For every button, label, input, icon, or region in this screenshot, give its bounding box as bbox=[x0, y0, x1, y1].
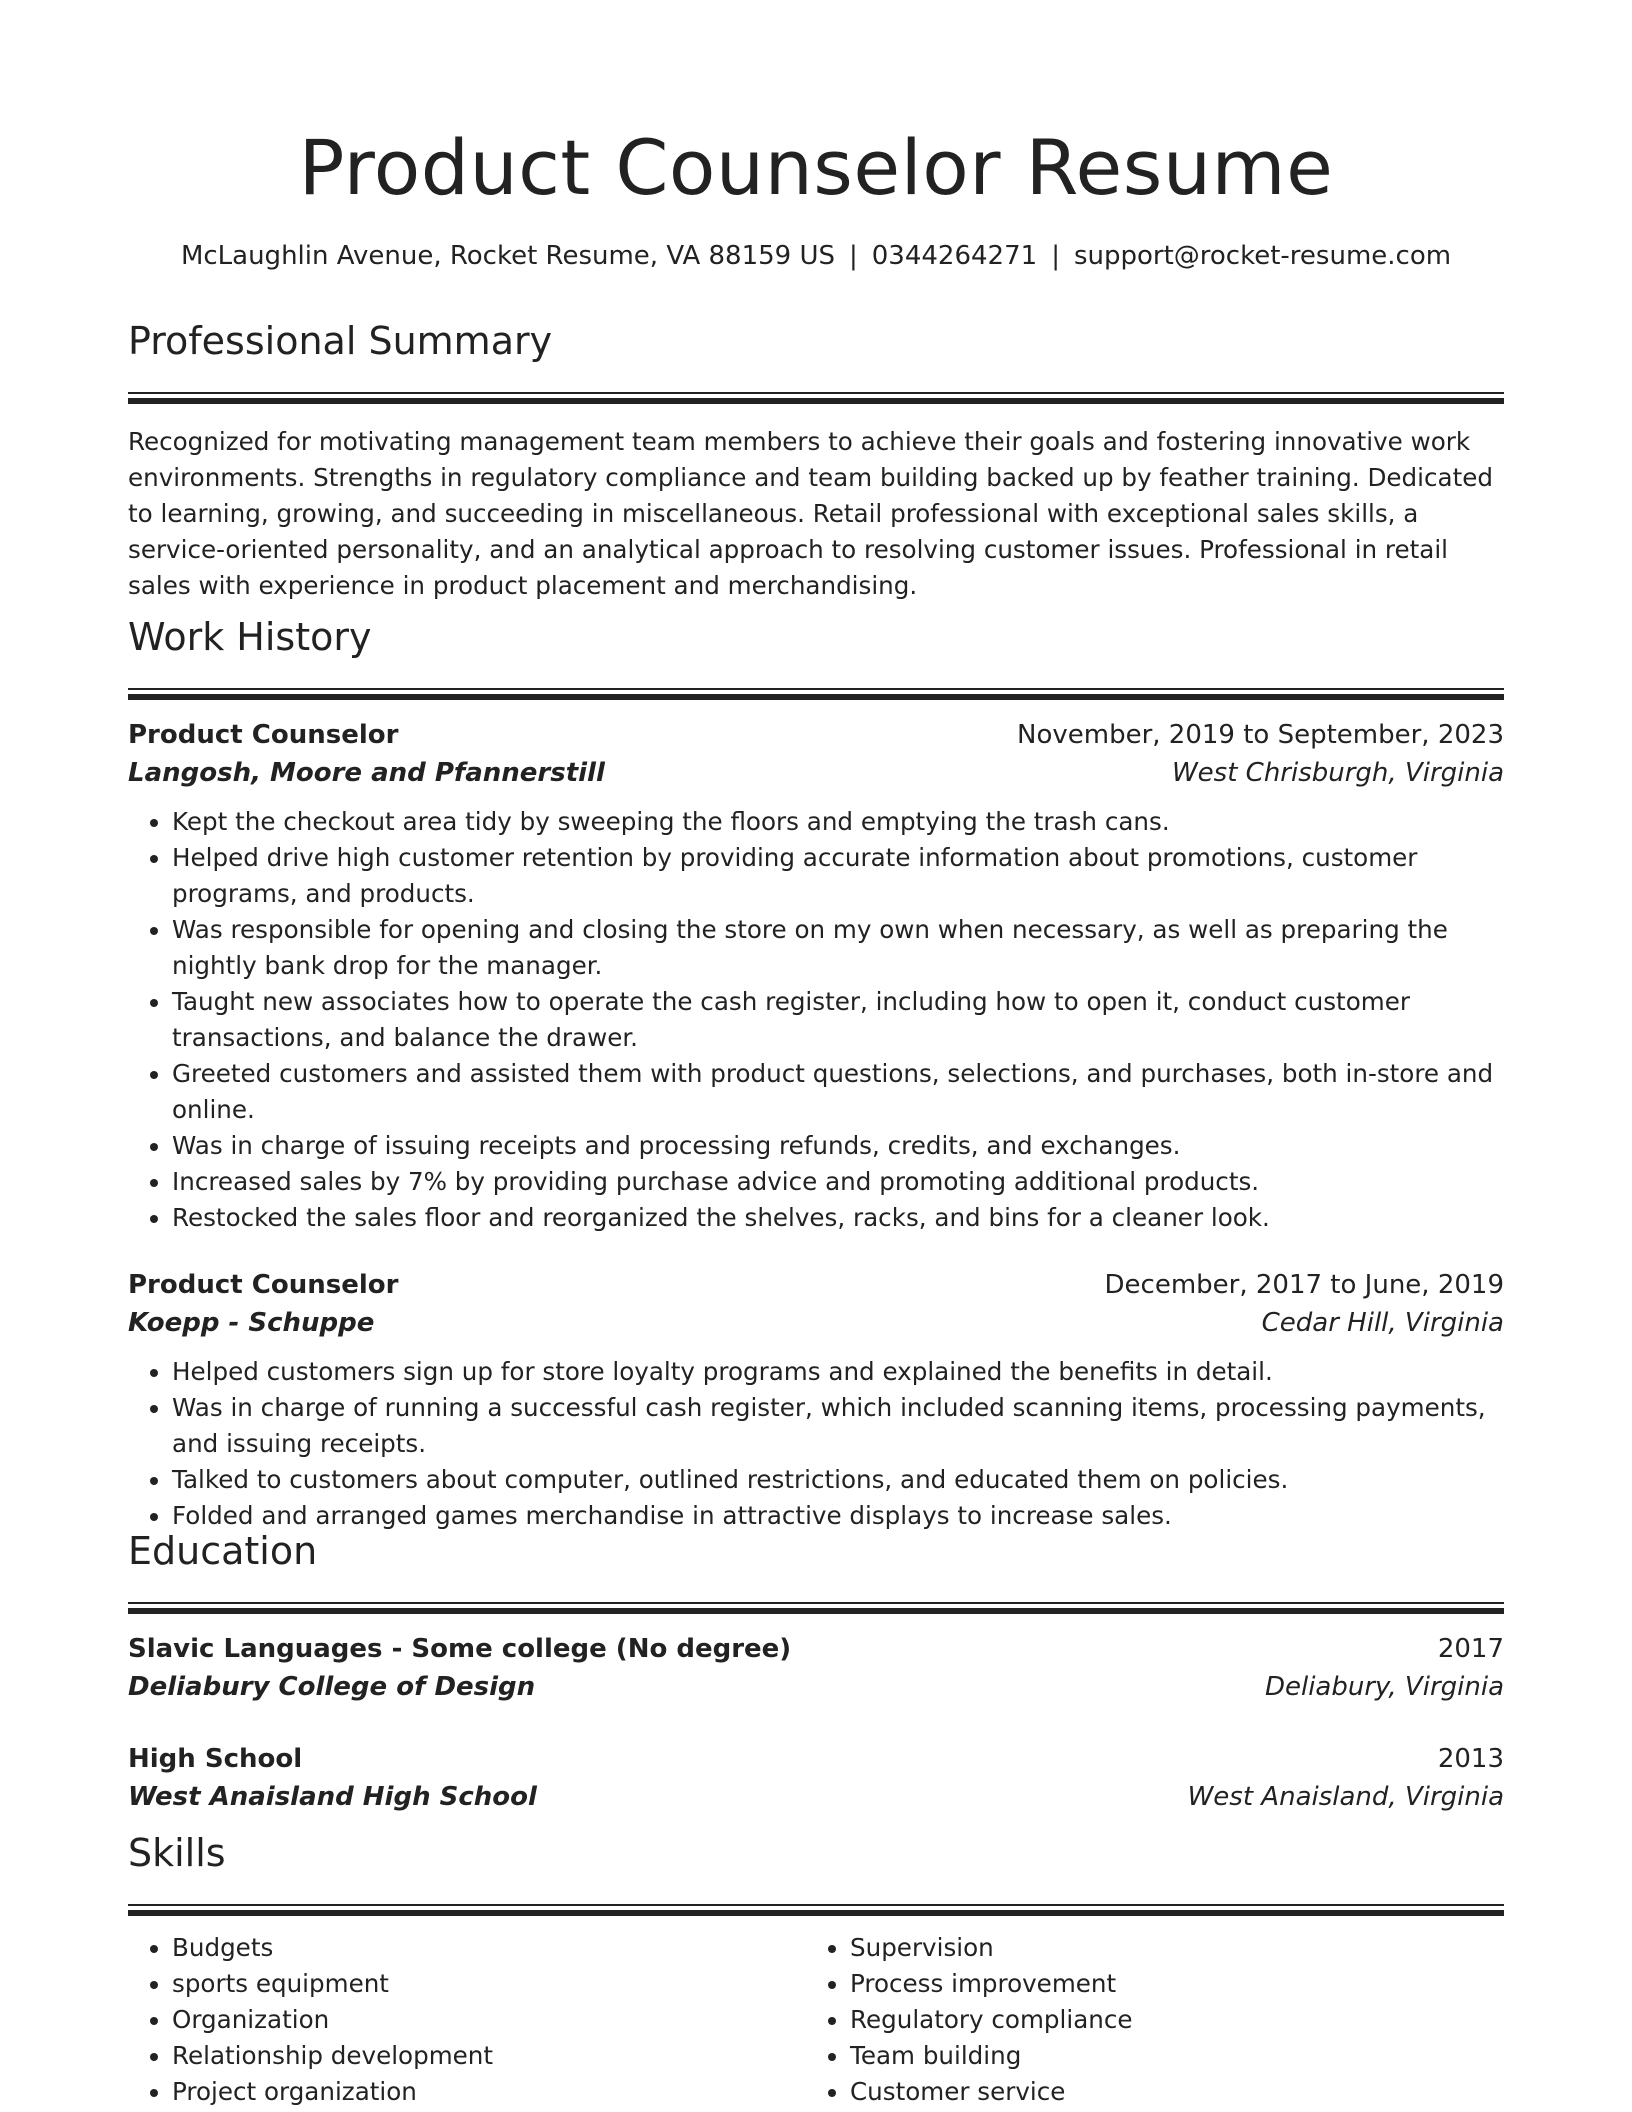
list-item: • Supervision bbox=[850, 1930, 1484, 1966]
list-item: • Restocked the sales floor and reorganized the shelves, racks, and bins for a cleaner look. bbox=[172, 1200, 1504, 1236]
list-item: • Was in charge of running a successful cash register, which included scanning items, processing payments, and issuing receipts. bbox=[172, 1390, 1504, 1462]
separator: | bbox=[1051, 241, 1060, 271]
education-subheader bbox=[128, 1668, 1504, 1706]
list-item: • Kept the checkout area tidy by sweeping the floors and emptying the trash cans. bbox=[172, 804, 1504, 840]
job-bullets bbox=[128, 804, 1504, 1236]
divider bbox=[128, 392, 1504, 394]
job-header bbox=[128, 1266, 1504, 1304]
divider bbox=[128, 1608, 1504, 1614]
section-heading-skills: Skills bbox=[128, 1831, 226, 1875]
school-location: West Anaisland, Virginia bbox=[1187, 1782, 1504, 1812]
skills-column-left bbox=[128, 1930, 806, 2110]
job-subheader bbox=[128, 754, 1504, 792]
list-item: • Team building bbox=[850, 2038, 1484, 2074]
list-item: • Customer service bbox=[850, 2074, 1484, 2110]
job-subheader bbox=[128, 1304, 1504, 1342]
list-item: • Talked to customers about computer, outlined restrictions, and educated them on policies. bbox=[172, 1462, 1504, 1498]
page-title: Product Counselor Resume bbox=[298, 123, 1334, 212]
skills-list bbox=[128, 1930, 1504, 2110]
address: McLaughlin Avenue, Rocket Resume, VA 88159 US bbox=[180, 241, 835, 271]
summary-text: Recognized for motivating management team members to achieve their goals and fostering innovative work environments. Strengths in regulatory compliance and team building backed up by feather training. Dedicated to learning, growing, and succeeding in miscellaneous. Retail professional with exceptional sales skills, a service-oriented personality, and an analytical approach to resolving customer issues. Professional in retail sales with experience in product placement and merchandising. bbox=[128, 427, 1493, 600]
graduation-year: 2017 bbox=[1437, 1634, 1504, 1664]
list-item: • sports equipment bbox=[172, 1966, 806, 2002]
section-heading-summary: Professional Summary bbox=[128, 319, 553, 363]
skills-section bbox=[128, 1828, 1504, 2110]
job-bullets bbox=[128, 1354, 1504, 1534]
divider bbox=[128, 1904, 1504, 1906]
job-title: Product Counselor bbox=[128, 1270, 399, 1300]
skills-column-right bbox=[806, 1930, 1484, 2110]
section-heading-work-history: Work History bbox=[128, 615, 372, 659]
list-item: • Greeted customers and assisted them with product questions, selections, and purchases, both in-store and online. bbox=[172, 1056, 1504, 1128]
school-name: Deliabury College of Design bbox=[128, 1672, 536, 1702]
school-name: West Anaisland High School bbox=[128, 1782, 537, 1812]
list-item: • Taught new associates how to operate the cash register, including how to open it, conduct customer transactions, and balance the drawer. bbox=[172, 984, 1504, 1056]
list-item: • Process improvement bbox=[850, 1966, 1484, 2002]
divider bbox=[128, 398, 1504, 404]
email-link[interactable]: support@rocket-resume.com bbox=[1073, 241, 1452, 271]
education-header bbox=[128, 1740, 1504, 1778]
job-title: Product Counselor bbox=[128, 720, 399, 750]
list-item: • Budgets bbox=[172, 1930, 806, 1966]
work-history-section bbox=[128, 612, 1504, 1534]
divider bbox=[128, 1602, 1504, 1604]
list-item: • Increased sales by 7% by providing purchase advice and promoting additional products. bbox=[172, 1164, 1504, 1200]
education-entry bbox=[128, 1630, 1504, 1706]
education-subheader bbox=[128, 1778, 1504, 1816]
section-heading-education: Education bbox=[128, 1529, 318, 1573]
education-header bbox=[128, 1630, 1504, 1668]
list-item: • Organization bbox=[172, 2002, 806, 2038]
job-location: West Chrisburgh, Virginia bbox=[1171, 758, 1504, 788]
job-entry bbox=[128, 716, 1504, 1236]
company-name: Langosh, Moore and Pfannerstill bbox=[128, 758, 605, 788]
divider bbox=[128, 1910, 1504, 1916]
list-item: • Regulatory compliance bbox=[850, 2002, 1484, 2038]
graduation-year: 2013 bbox=[1437, 1744, 1504, 1774]
divider bbox=[128, 688, 1504, 690]
company-name: Koepp - Schuppe bbox=[128, 1308, 375, 1338]
job-location: Cedar Hill, Virginia bbox=[1261, 1308, 1504, 1338]
list-item: • Project organization bbox=[172, 2074, 806, 2110]
divider bbox=[128, 694, 1504, 700]
job-header bbox=[128, 716, 1504, 754]
list-item: • Folded and arranged games merchandise in attractive displays to increase sales. bbox=[172, 1498, 1504, 1534]
school-location: Deliabury, Virginia bbox=[1264, 1672, 1504, 1702]
job-dates: November, 2019 to September, 2023 bbox=[1017, 720, 1504, 750]
list-item: • Helped customers sign up for store loyalty programs and explained the benefits in detail. bbox=[172, 1354, 1504, 1390]
list-item: • Was in charge of issuing receipts and processing refunds, credits, and exchanges. bbox=[172, 1128, 1504, 1164]
education-entry bbox=[128, 1740, 1504, 1816]
list-item: • Relationship development bbox=[172, 2038, 806, 2074]
separator: | bbox=[849, 241, 858, 271]
degree: High School bbox=[128, 1744, 303, 1774]
job-entry bbox=[128, 1266, 1504, 1534]
contact-line bbox=[128, 238, 1504, 274]
phone: 0344264271 bbox=[871, 241, 1038, 271]
list-item: • Was responsible for opening and closing the store on my own when necessary, as well as preparing the nightly bank drop for the manager. bbox=[172, 912, 1504, 984]
job-dates: December, 2017 to June, 2019 bbox=[1104, 1270, 1504, 1300]
education-section bbox=[128, 1526, 1504, 1816]
degree: Slavic Languages - Some college (No degree) bbox=[128, 1634, 792, 1664]
summary-section bbox=[128, 316, 1504, 604]
list-item: • Helped drive high customer retention by providing accurate information about promotions, customer programs, and products. bbox=[172, 840, 1504, 912]
